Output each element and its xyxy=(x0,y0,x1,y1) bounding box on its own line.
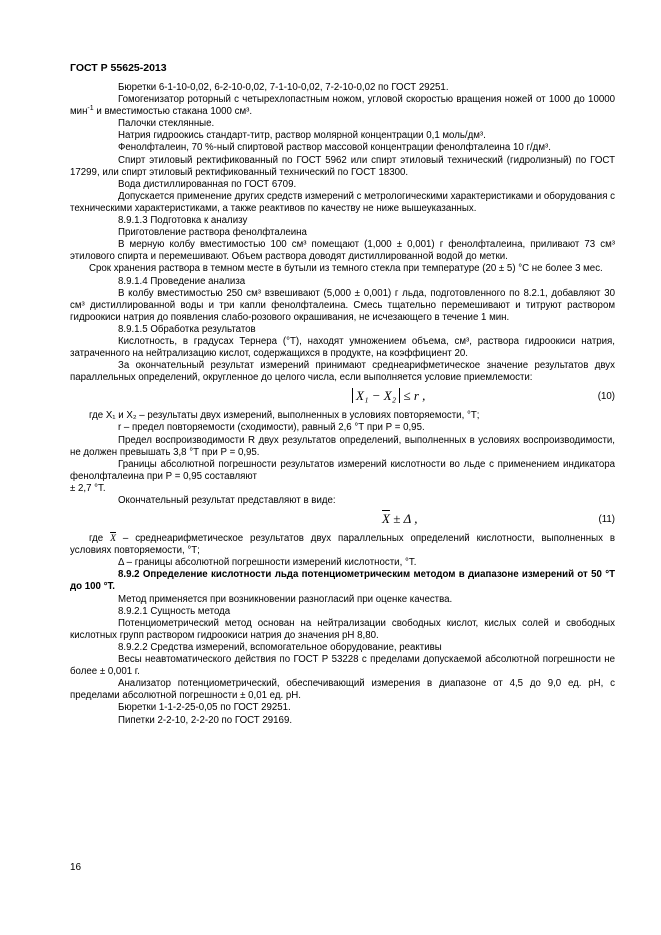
document-body xyxy=(70,82,615,727)
mean-symbol: $\overline{X}$ xyxy=(110,533,116,545)
paragraph: Весы неавтоматического действия по ГОСТ Р 53228 с пределами допускаемой абсолютной погрешности не более ± 0,001 г. xyxy=(70,654,615,678)
page-number: 16 xyxy=(70,862,82,873)
text-run: – среднеарифметическое результатов двух параллельных определений кислотности, выполненных в условиях повторяемости, °Т; xyxy=(70,533,615,557)
paragraph: Вода дистиллированная по ГОСТ 6709. xyxy=(118,178,297,190)
section-heading: 8.9.1.4 Проведение анализа xyxy=(118,275,246,287)
formula-number: (11) xyxy=(598,514,615,526)
section-heading: 8.9.2.2 Средства измерений, вспомогательное оборудование, реактивы xyxy=(118,641,442,653)
paragraph xyxy=(70,94,615,118)
paragraph: Кислотность, в градусах Тернера (°Т), находят умножением объема, см³, раствора гидроокиси натрия, затраченного на нейтрализацию кислот, содержащихся в продукте, на коэффициент 20. xyxy=(70,335,615,360)
superscript: -1 xyxy=(87,104,94,112)
paragraph: Натрия гидроокись стандарт-титр, раствор молярной концентрации 0,1 моль/дм³. xyxy=(118,130,486,142)
document-header: ГОСТ Р 55625-2013 xyxy=(70,62,167,74)
formula-rhs: ≤ r , xyxy=(400,388,426,404)
formula-11 xyxy=(70,507,615,533)
section-heading: 8.9.1.5 Обработка результатов xyxy=(118,323,256,335)
section-heading: 8.9.2.1 Сущность метода xyxy=(118,605,231,617)
paragraph: Бюретки 1-1-2-25-0,05 по ГОСТ 29251. xyxy=(118,702,291,714)
paragraph: За окончательный результат измерений принимают среднеарифметическое значение результатов двух параллельных определений, округленное до целого числа, если выполняется условие приемлемости: xyxy=(70,360,615,384)
paragraph: Анализатор потенциометрический, обеспечивающий измерения в диапазоне от 4,5 до 9,0 ед. рН, с пределами абсолютной погрешности ± 0,01 ед. рН. xyxy=(70,678,615,702)
paragraph: Пипетки 2-2-10, 2-2-20 по ГОСТ 29169. xyxy=(118,714,293,726)
formula-expression xyxy=(382,513,417,525)
text-run: где xyxy=(89,533,111,545)
paragraph: Потенциометрический метод основан на нейтрализации свободных кислот, кислых солей и свободных кислотных групп раствором гидроокиси натрия до значения рН 8,80. xyxy=(70,617,615,641)
paragraph: Границы абсолютной погрешности результатов измерений кислотности во льде с применением индикатора фенолфталеина при Р = 0,95 составляют xyxy=(70,458,615,482)
paragraph: Метод применяется при возникновении разногласий при оценке качества. xyxy=(118,593,453,605)
formula-number: (10) xyxy=(597,391,615,403)
formula-expression xyxy=(352,390,425,402)
text-run: Гомогенизатор роторный с четырехлопастным ножом, угловой скоростью вращения ножей от 1000 до 10000 мин xyxy=(70,94,615,118)
paragraph: Бюретки 6-1-10-0,02, 6-2-10-0,02, 7-1-10-0,02, 7-2-10-0,02 по ГОСТ 29251. xyxy=(118,82,449,93)
formula-10 xyxy=(70,384,615,410)
section-heading: 8.9.1.3 Подготовка к анализу xyxy=(118,215,248,227)
paragraph xyxy=(70,533,615,557)
subheading: Приготовление раствора фенолфталеина xyxy=(118,227,307,239)
paragraph: Предел воспроизводимости R двух результатов определений, выполненных в условиях воспроизводимости, не должен превышать 3,8 °Т при Р = 0,95. xyxy=(70,434,615,458)
paragraph: где X₁ и X₂ – результаты двух измерений, выполненных в условиях повторяемости, °Т; xyxy=(89,410,480,422)
paragraph: Δ – границы абсолютной погрешности измерений кислотности, °Т. xyxy=(118,557,417,569)
paragraph: В колбу вместимостью 250 см³ взвешивают (5,000 ± 0,001) г льда, подготовленного по 8.2.1, добавляют 30 см³ дистиллированной воды и три капли фенолфталеина. Смесь тщательно перемешивают и титруют раствором гидроокиси натрия до появления слабо-розового окрашивания, не исчезающего в течение 1 мин. xyxy=(70,287,615,323)
paragraph: Срок хранения раствора в темном месте в бутыли из темного стекла при температуре (20 ± 5) °С не более 3 мес. xyxy=(89,263,603,275)
paragraph: Палочки стеклянные. xyxy=(118,118,215,130)
paragraph: Окончательный результат представляют в виде: xyxy=(118,495,336,506)
paragraph: Допускается применение других средств измерений с метрологическими характеристиками и оборудования с техническими характеристиками, а также реактивов по качеству не ниже вышеуказанных. xyxy=(70,190,615,214)
paragraph: Спирт этиловый ректификованный по ГОСТ 5962 или спирт этиловый технический (гидролизный) по ГОСТ 17299, или спирт этиловый ректификованный технический по ГОСТ 18300. xyxy=(70,154,615,178)
text-run: и вместимостью стакана 1000 см³. xyxy=(93,106,253,118)
paragraph: ± 2,7 °Т. xyxy=(70,482,106,494)
section-heading: 8.9.2 Определение кислотности льда потенциометрическим методом в диапазоне измерений от 50 °Т до 100 °Т. xyxy=(70,569,615,593)
mean-symbol: $\overline{X}$ xyxy=(382,511,390,527)
paragraph: В мерную колбу вместимостью 100 см³ помещают (1,000 ± 0,001) г фенолфталеина, приливают 73 см³ этилового спирта и перемешивают. Объем раствора доводят дистиллированной водой до метки. xyxy=(70,239,615,263)
paragraph: Фенолфталеин, 70 %-ный спиртовой раствор массовой концентрации фенолфталеина 10 г/дм³. xyxy=(118,142,551,154)
paragraph: r – предел повторяемости (сходимости), равный 2,6 °Т при Р = 0,95. xyxy=(118,422,425,434)
absolute-value: X₁ − X₂ xyxy=(352,388,400,403)
formula-rhs: ± Δ , xyxy=(389,511,418,527)
